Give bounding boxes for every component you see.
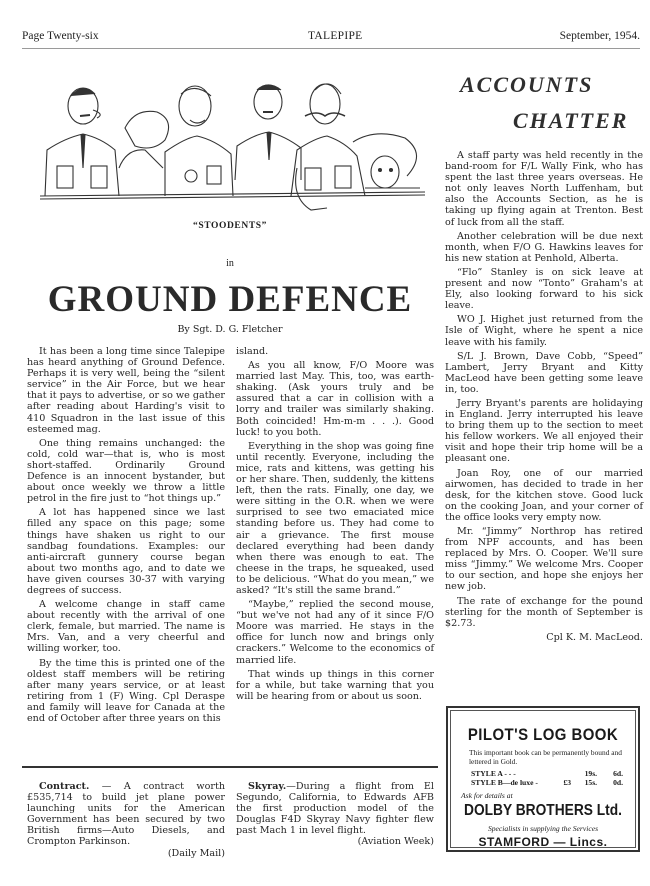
header-rule [22,48,640,49]
ground-defence-column-2 [236,346,434,705]
news-item-skyray [236,781,434,848]
article-byline: By Sgt. D. G. Fletcher [177,324,283,335]
accounts-chatter-column [445,150,643,643]
paragraph: A staff party was held recently in the band-room for F/L Wally Fink, who has spent the last three years overseas. He not only leaves North Luffenham, but also the Accounts Section, as he is taking up flying again at Trenton. Best of luck from all the staff. [445,150,643,228]
style-name: STYLE A - - - [471,769,516,778]
author-signature: Cpl K. M. MacLeod. [546,631,643,643]
issue-date: September, 1954. [559,30,640,42]
news-text: —During a flight from El Segundo, California, to Edwards AFB the first production model of the Douglas F4D Skyray Navy fighter flew past Mach 1 in level flight. [236,781,434,837]
pilots-log-book-advert [446,706,640,852]
paragraph: As you all know, F/O Moore was married last May. This, too, was earth-shaking. (Ask yours truly and be assured that a car in collision with a lorry and trailer was similarly shaking. Both coincided! Hm-m-m . . .). Good luck! to you both. [236,360,434,438]
magazine-name: TALEPIPE [308,30,363,42]
advert-description: This important book can be permanently bound and lettered in Gold. [469,748,622,766]
paragraph-continuation: island. [236,346,269,357]
paragraph: A welcome change in staff came about recently with the arrival of one clerk, female, but married. The name is Mrs. Van, and a very cheerful and willing worker, too. [27,599,225,655]
paragraph: Mr. “Jimmy” Northrop has retired from NPF accounts, and has been replaced by Mrs. O. Cooper. We'll sure miss “Jimmy.” We welcome Mrs. Cooper to our section, and hope she enjoys her new job. [445,526,643,593]
price-pounds [551,769,571,778]
price-shillings: 15s. [584,778,598,787]
price-pence: 0d. [613,778,623,787]
advert-inner-frame [450,710,636,848]
news-source: (Daily Mail) [167,847,225,859]
page-number: Page Twenty-six [22,30,99,42]
news-lead: Skyray. [248,781,287,792]
stoodents-cartoon-illustration [35,68,430,213]
paragraph: Joan Roy, one of our married airwomen, has decided to trade in her desk, for the kitchen stove. Good luck on the cooking Joan, and your corner of the office looks very empty now. [445,467,643,523]
title-connector: in [226,258,234,269]
article-divider [22,766,438,768]
cartoon-caption: “STOODENTS” [192,221,267,231]
news-source: (Aviation Week) [357,836,434,848]
news-item-contract [27,781,225,859]
price-shillings: 19s. [584,769,598,778]
price-pounds: £3 [563,778,572,787]
paragraph: Jerry Bryant's parents are holidaying in England. Jerry interrupted his leave to bring them up to the section to meet his fellow workers. We all enjoyed their visit and hope their trip home will be a pleasant one. [445,397,643,465]
advert-location: STAMFORD — Lincs. [478,835,608,849]
accounts-chatter-title-line-1: ACCOUNTS [460,72,594,97]
article-title: GROUND DEFENCE [47,279,413,320]
advert-ask: Ask for details at [461,791,513,800]
paragraph: “Maybe,” replied the second mouse, “but we've not had any of it since F/O Moore was married. He stays in the office for lunch now and brings only crackers.” Welcome to the economics of married life. [236,599,434,666]
price-row-style-b [471,778,623,787]
advert-specialists: Specialists in supplying the Services [487,824,599,833]
ground-defence-column-1 [27,346,225,727]
paragraph: Everything in the shop was going fine until recently. Everyone, including the mice, rats and kittens, was getting his or her share. Then, suddenly, the kittens left, then the rats. Finally, one day, we were sitting in the O.R. when we were surprised to see two emaciated mice standing before us. They had come to air a grievance. The first mouse declared everything had been dandy when there was enough to eat. The cheese in the traps, he squeaked, used to be delicious. “What do you mean,” we asked? “It's still the same brand.” [236,440,434,596]
paragraph: WO J. Highet just returned from the Isle of Wight, where he spent a nice leave with his family. [445,314,643,348]
paragraph: It has been a long time since Talepipe has heard anything of Ground Defence. Perhaps it is very well, being the “silent service” in the Air Force, but we hear that it pays to advertise, or so we gather after reading about Harding's visit to 410 Squadron in the last issue of this esteemed mag. [27,346,225,435]
news-text: — A contract worth £535,714 to build jet plane power launching units for the American Government has been secured by two British firms—Auto Diesels, and Crompton Parkinson. [27,781,225,848]
paragraph: That winds up things in this corner for a while, but take warning that you will be hearing from or about us soon. [236,668,434,702]
paragraph: Another celebration will be due next month, when F/O G. Hawkins leaves for his new station at Penhold, Alberta. [445,230,643,264]
advert-company: DOLBY BROTHERS Ltd. [464,802,622,819]
paragraph: S/L J. Brown, Dave Cobb, “Speed” Lambert, Jerry Bryant and Kitty MacLeod have been getting some leave in, too. [445,350,643,395]
paragraph: The rate of exchange for the pound sterling for the month of September is $2.73. [445,595,643,629]
paragraph: By the time this is printed one of the oldest staff members will be retiring after many years service, or at least retiring from 1 (F) Wing. Cpl Deraspe and family will leave for Canada at the end of October after three years on this [27,657,225,724]
page-header [22,30,640,44]
paragraph: One thing remains unchanged: the cold, cold war—that is, who is most short-staffed. Ordinarily Ground Defence is an innocent bystander, but about once weekly we throw a little petrol in the fire just to “hot things up.” [27,437,225,505]
paragraph: “Flo” Stanley is on sick leave at present and now “Tonto” Graham's at Ely, also looking forward to his sick leave. [445,266,643,312]
paragraph: A lot has happened since we last filled any space on this page; some things have shaken us right to our sandbag foundations. Examples: our anti-aircraft gunnery course began about two months ago, and to date we have given courses 30-37 with varying degrees of success. [27,507,225,596]
style-name: STYLE B—de luxe - [471,778,538,787]
news-lead: Contract. [39,781,90,792]
accounts-chatter-title-line-2: CHATTER [513,108,629,133]
advert-title: PILOT'S LOG BOOK [467,725,619,744]
price-row-style-a [471,769,623,778]
price-pence: 6d. [613,769,623,778]
